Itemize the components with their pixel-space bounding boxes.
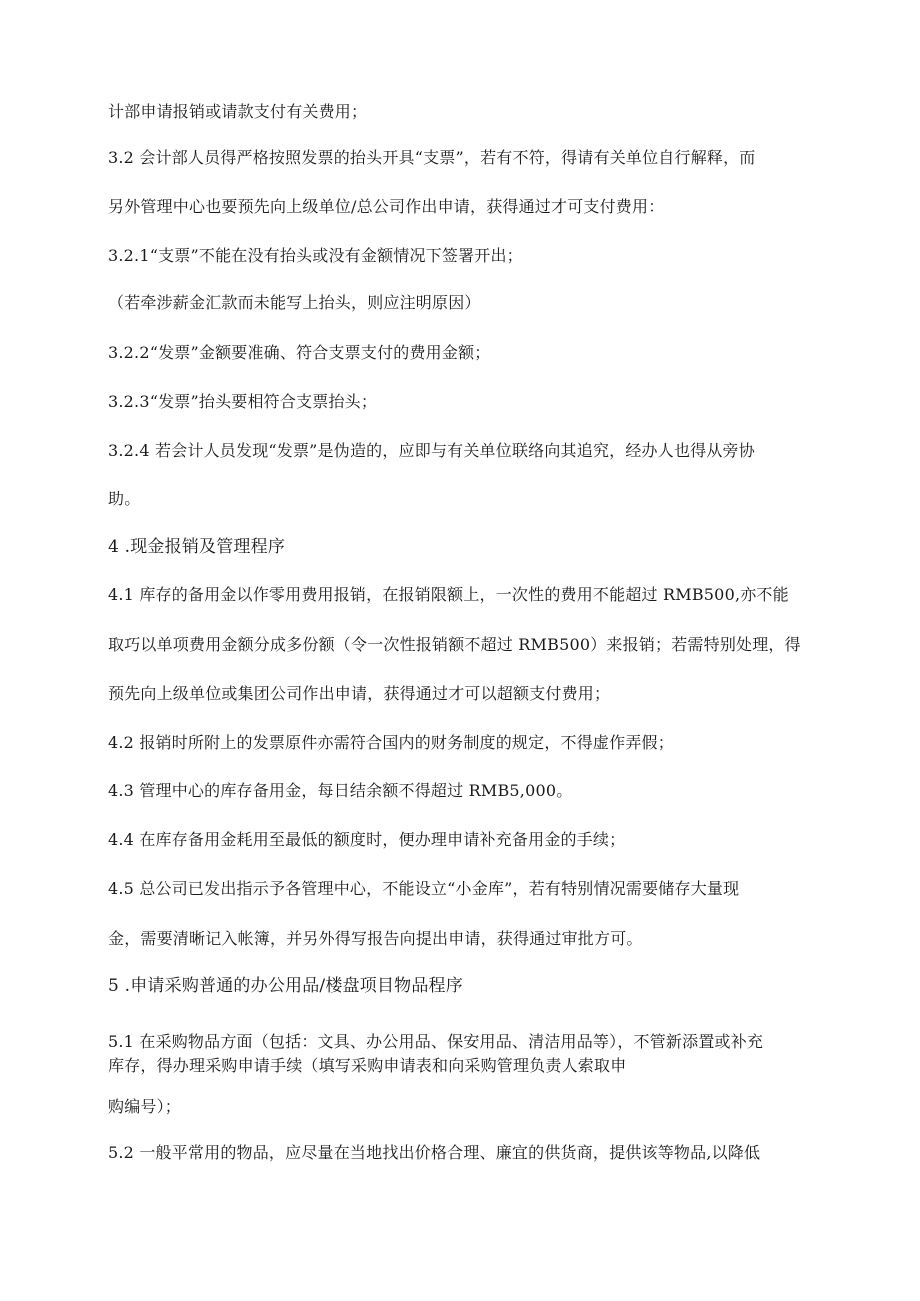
text-line: 库存，得办理采购申请手续（填写采购申请表和向采购管理负责人索取申 xyxy=(108,1056,627,1075)
text-line: 3.2 会计部人员得严格按照发票的抬头开具“支票”，若有不符，得请有关单位自行解释，而 xyxy=(108,148,756,167)
text-line: （若牵涉薪金汇款而未能写上抬头，则应注明原因） xyxy=(108,293,481,312)
text-line: 4.3 管理中心的库存备用金，每日结余额不得超过 RMB5,000。 xyxy=(108,781,573,800)
text-line: 4.4 在库存备用金耗用至最低的额度时，便办理申请补充备用金的手续； xyxy=(108,830,626,849)
text-line: 计部申请报销或请款支付有关费用； xyxy=(108,102,368,121)
text-line: 预先向上级单位或集团公司作出申请，获得通过才可以超额支付费用； xyxy=(108,684,611,703)
text-line: 取巧以单项费用金额分成多份额（令一次性报销额不超过 RMB500）来报销；若需特别处理，得 xyxy=(108,635,801,654)
text-line: 助。 xyxy=(108,489,141,508)
text-line: 3.2.3“发票”抬头要相符合支票抬头； xyxy=(108,392,378,411)
text-line: 3.2.2“发票”金额要准确、符合支票支付的费用金额； xyxy=(108,343,491,362)
text-line: 5.2 一般平常用的物品，应尽量在当地找出价格合理、廉宜的供货商，提供该等物品,以降低 xyxy=(108,1143,761,1162)
text-line: 购编号）； xyxy=(108,1097,182,1116)
text-line: 4.5 总公司已发出指示予各管理中心，不能设立“小金库”，若有特别情况需要储存大量现 xyxy=(108,879,740,898)
text-line: 金，需要清晰记入帐簿，并另外得写报告向提出申请，获得通过审批方可。 xyxy=(108,929,643,948)
text-line: 3.2.4 若会计人员发现“发票”是伪造的，应即与有关单位联络向其追究，经办人也得从旁协 xyxy=(108,441,755,460)
text-line: 3.2.1“支票”不能在没有抬头或没有金额情况下签署开出； xyxy=(108,246,523,265)
text-line: 另外管理中心也要预先向上级单位/总公司作出申请，获得通过才可支付费用： xyxy=(108,197,665,216)
text-line: 4.2 报销时所附上的发票原件亦需符合国内的财务制度的规定，不得虚作弄假； xyxy=(108,733,674,752)
text-line: 5.1 在采购物品方面（包括：文具、办公用品、保安用品、清洁用品等），不管新添置或补充 xyxy=(108,1032,764,1051)
text-line: 4.1 库存的备用金以作零用费用报销，在报销限额上，一次性的费用不能超过 RMB500,亦不能 xyxy=(108,585,789,604)
section-heading: 5 .申请采购普通的办公用品/楼盘项目物品程序 xyxy=(108,976,463,996)
section-heading: 4 .现金报销及管理程序 xyxy=(108,537,286,557)
